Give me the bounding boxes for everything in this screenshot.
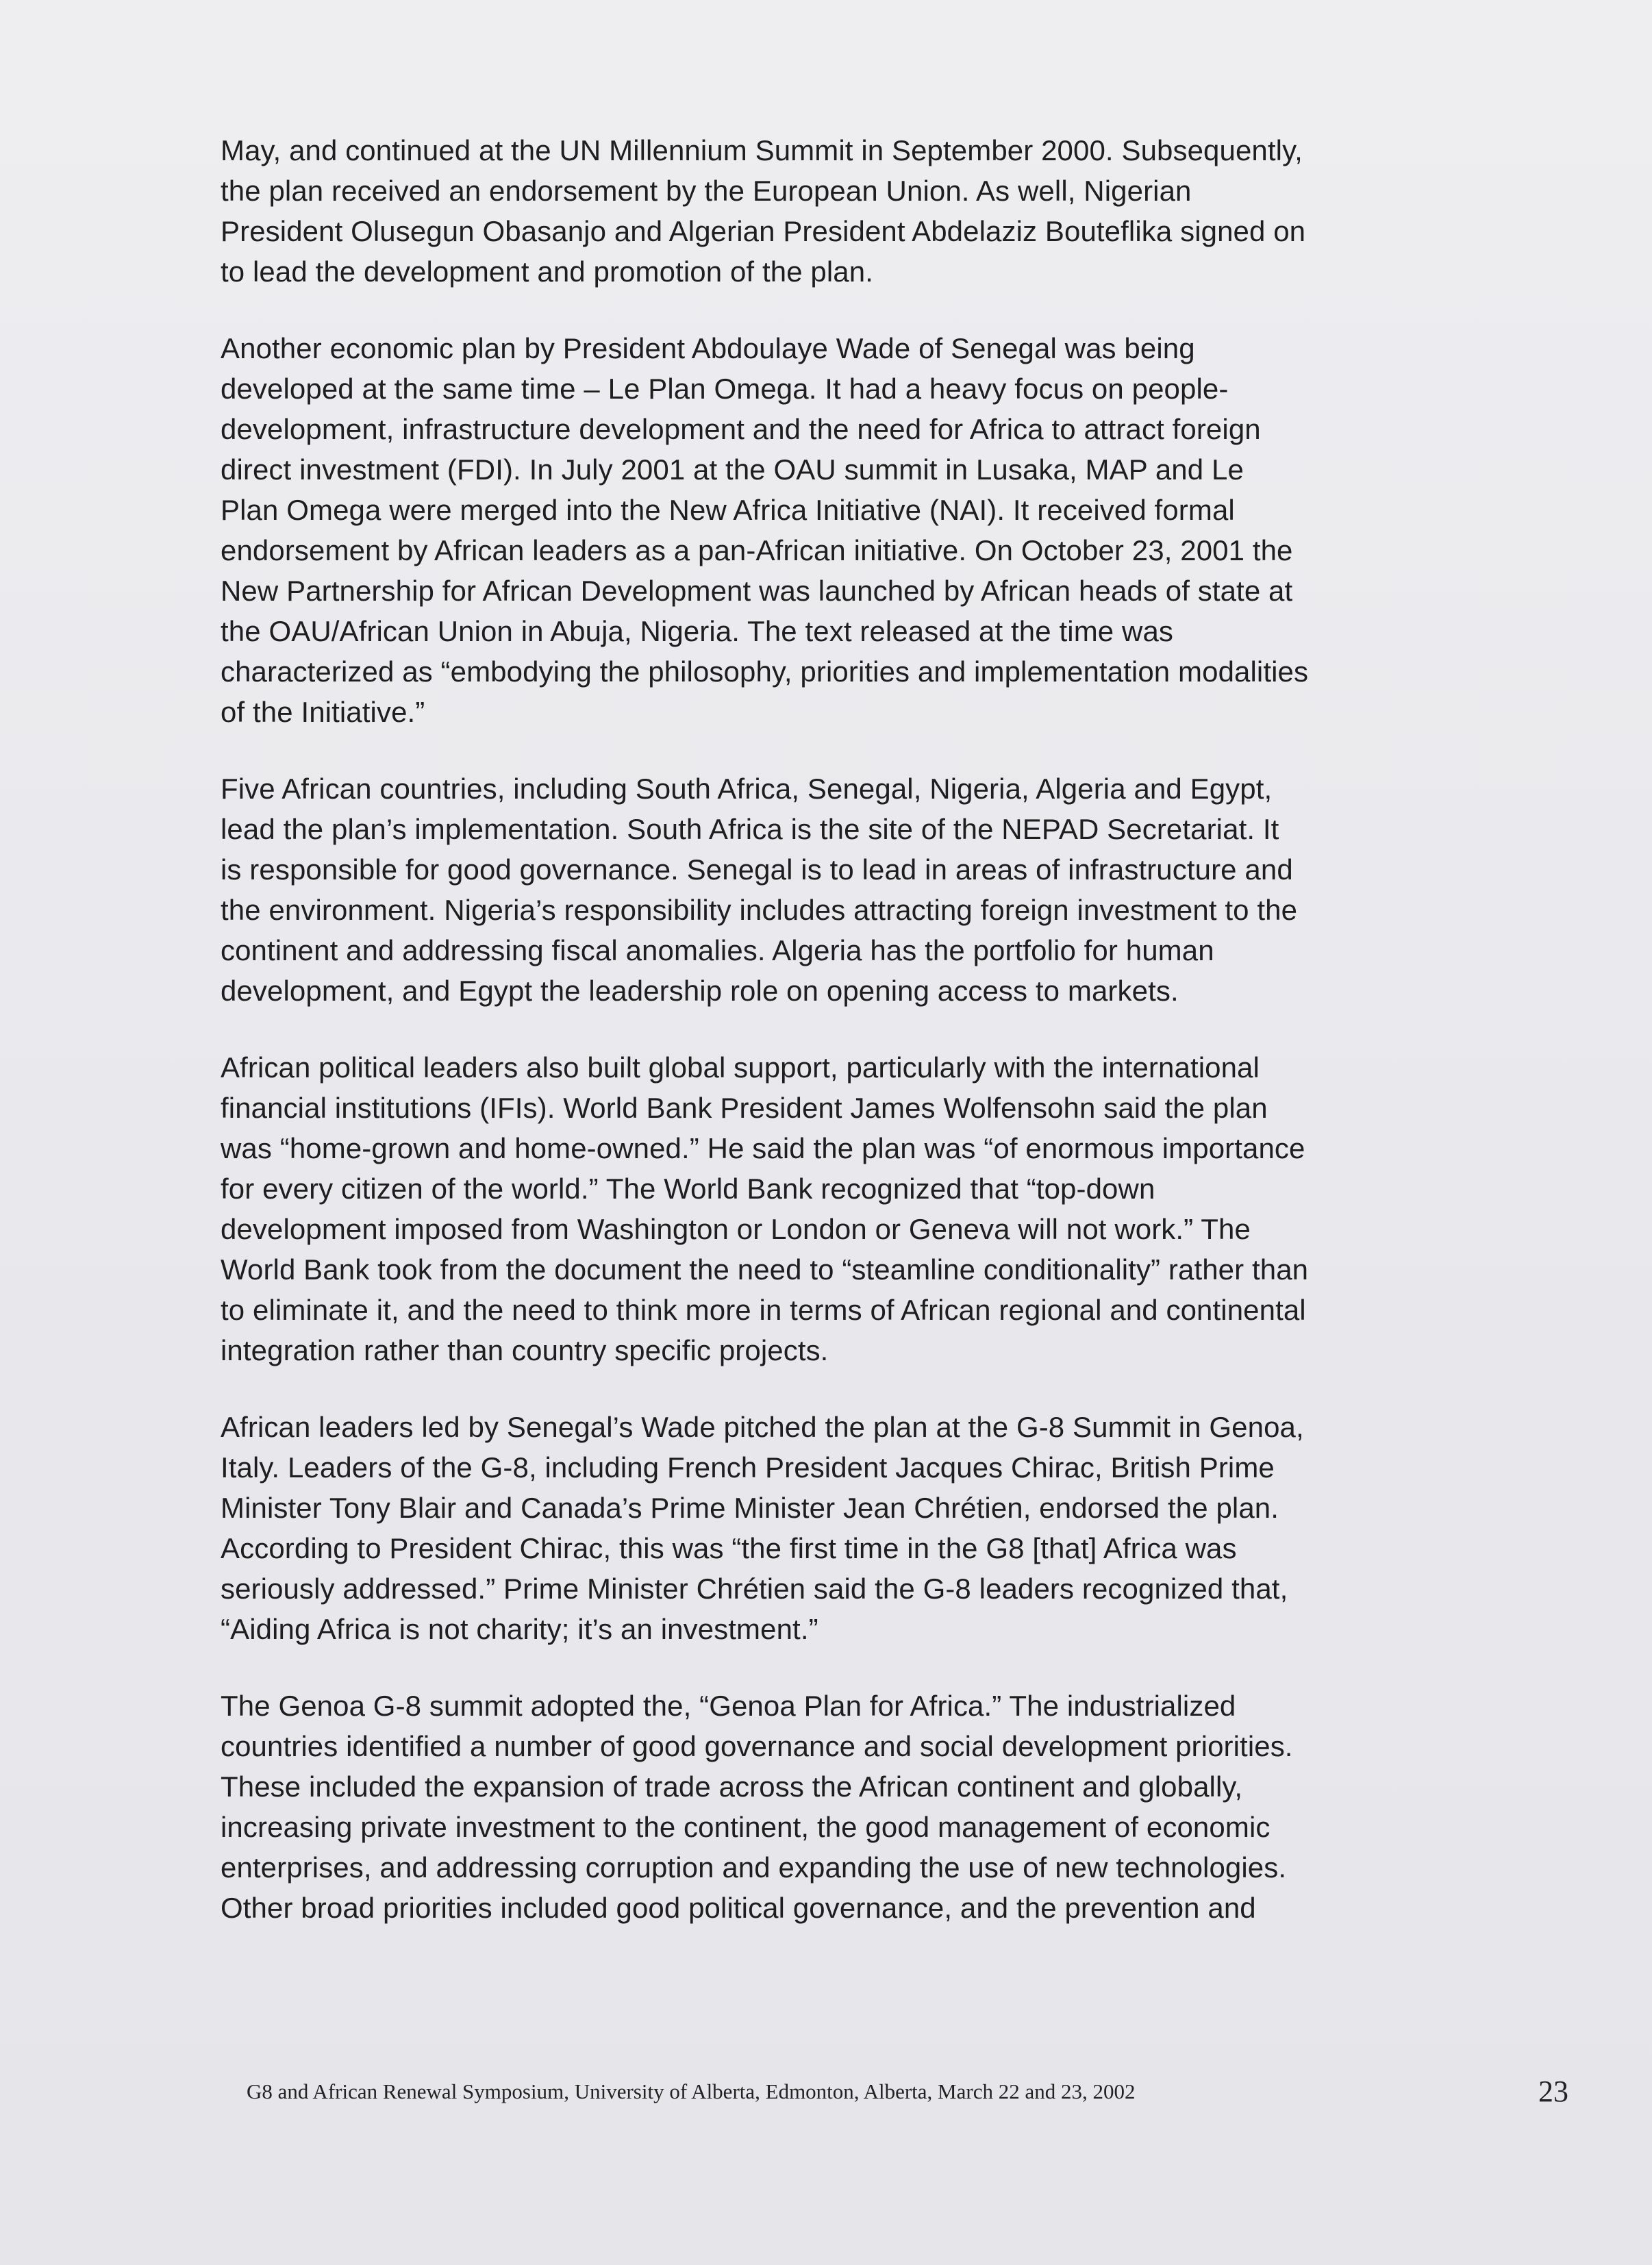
body-text: [221, 130, 1536, 1964]
paragraph: The Genoa G-8 summit adopted the, “Genoa Plan for Africa.” The industrialized countries identified a number of good governance and social development priorities. These included the expansion of trade across the African continent and globally, increasing private investment to the continent, the good management of economic enterprises, and addressing corruption and expanding the use of new technologies. Other broad priorities included good political governance, and the prevention and: [221, 1690, 1293, 1924]
paragraph: African leaders led by Senegal’s Wade pitched the plan at the G-8 Summit in Genoa, Italy. Leaders of the G-8, including French President Jacques Chirac, British Prime Minister Tony Blair and Canada’s Prime Minister Jean Chrétien, endorsed the plan. According to President Chirac, this was “the first time in the G8 [that] Africa was seriously addressed.” Prime Minister Chrétien said the G-8 leaders recognized that, “Aiding Africa is not charity; it’s an investment.”: [221, 1411, 1304, 1645]
page-number: 23: [1538, 2075, 1568, 2108]
paragraph: May, and continued at the UN Millennium Summit in September 2000. Subsequently, the plan received an endorsement by the European Union. As well, Nigerian President Olusegun Obasanjo and Algerian President Abdelaziz Bouteflika signed on to lead the development and promotion of the plan.: [221, 134, 1306, 288]
footer-citation: G8 and African Renewal Symposium, University of Alberta, Edmonton, Alberta, March 22 and 23, 2002: [247, 2079, 1136, 2103]
paragraph: Five African countries, including South Africa, Senegal, Nigeria, Algeria and Egypt, lead the plan’s implementation. South Africa is the site of the NEPAD Secretariat. It is responsible for good governance. Senegal is to lead in areas of infrastructure and the environment. Nigeria’s responsibility includes attracting foreign investment to the continent and addressing fiscal anomalies. Algeria has the portfolio for human development, and Egypt the leadership role on opening access to markets.: [221, 773, 1298, 1007]
paragraph: African political leaders also built global support, particularly with the international financial institutions (IFIs). World Bank President James Wolfensohn said the plan was “home-grown and home-owned.” He said the plan was “of enormous importance for every citizen of the world.” The World Bank recognized that “top-down development imposed from Washington or London or Geneva will not work.” The World Bank took from the document the need to “steamline conditionality” rather than to eliminate it, and the need to think more in terms of African regional and continental integration rather than country specific projects.: [221, 1051, 1309, 1366]
paragraph: Another economic plan by President Abdoulaye Wade of Senegal was being developed at the same time – Le Plan Omega. It had a heavy focus on people- development, infrastructure development and the need for Africa to attract foreign direct investment (FDI). In July 2001 at the OAU summit in Lusaka, MAP and Le Plan Omega were merged into the New Africa Initiative (NAI). It received formal endorsement by African leaders as a pan-African initiative. On October 23, 2001 the New Partnership for African Development was launched by African heads of state at the OAU/African Union in Abuja, Nigeria. The text released at the time was characterized as “embodying the philosophy, priorities and implementation modalities of the Initiative.”: [221, 332, 1309, 728]
page-footer: [247, 2074, 1568, 2115]
